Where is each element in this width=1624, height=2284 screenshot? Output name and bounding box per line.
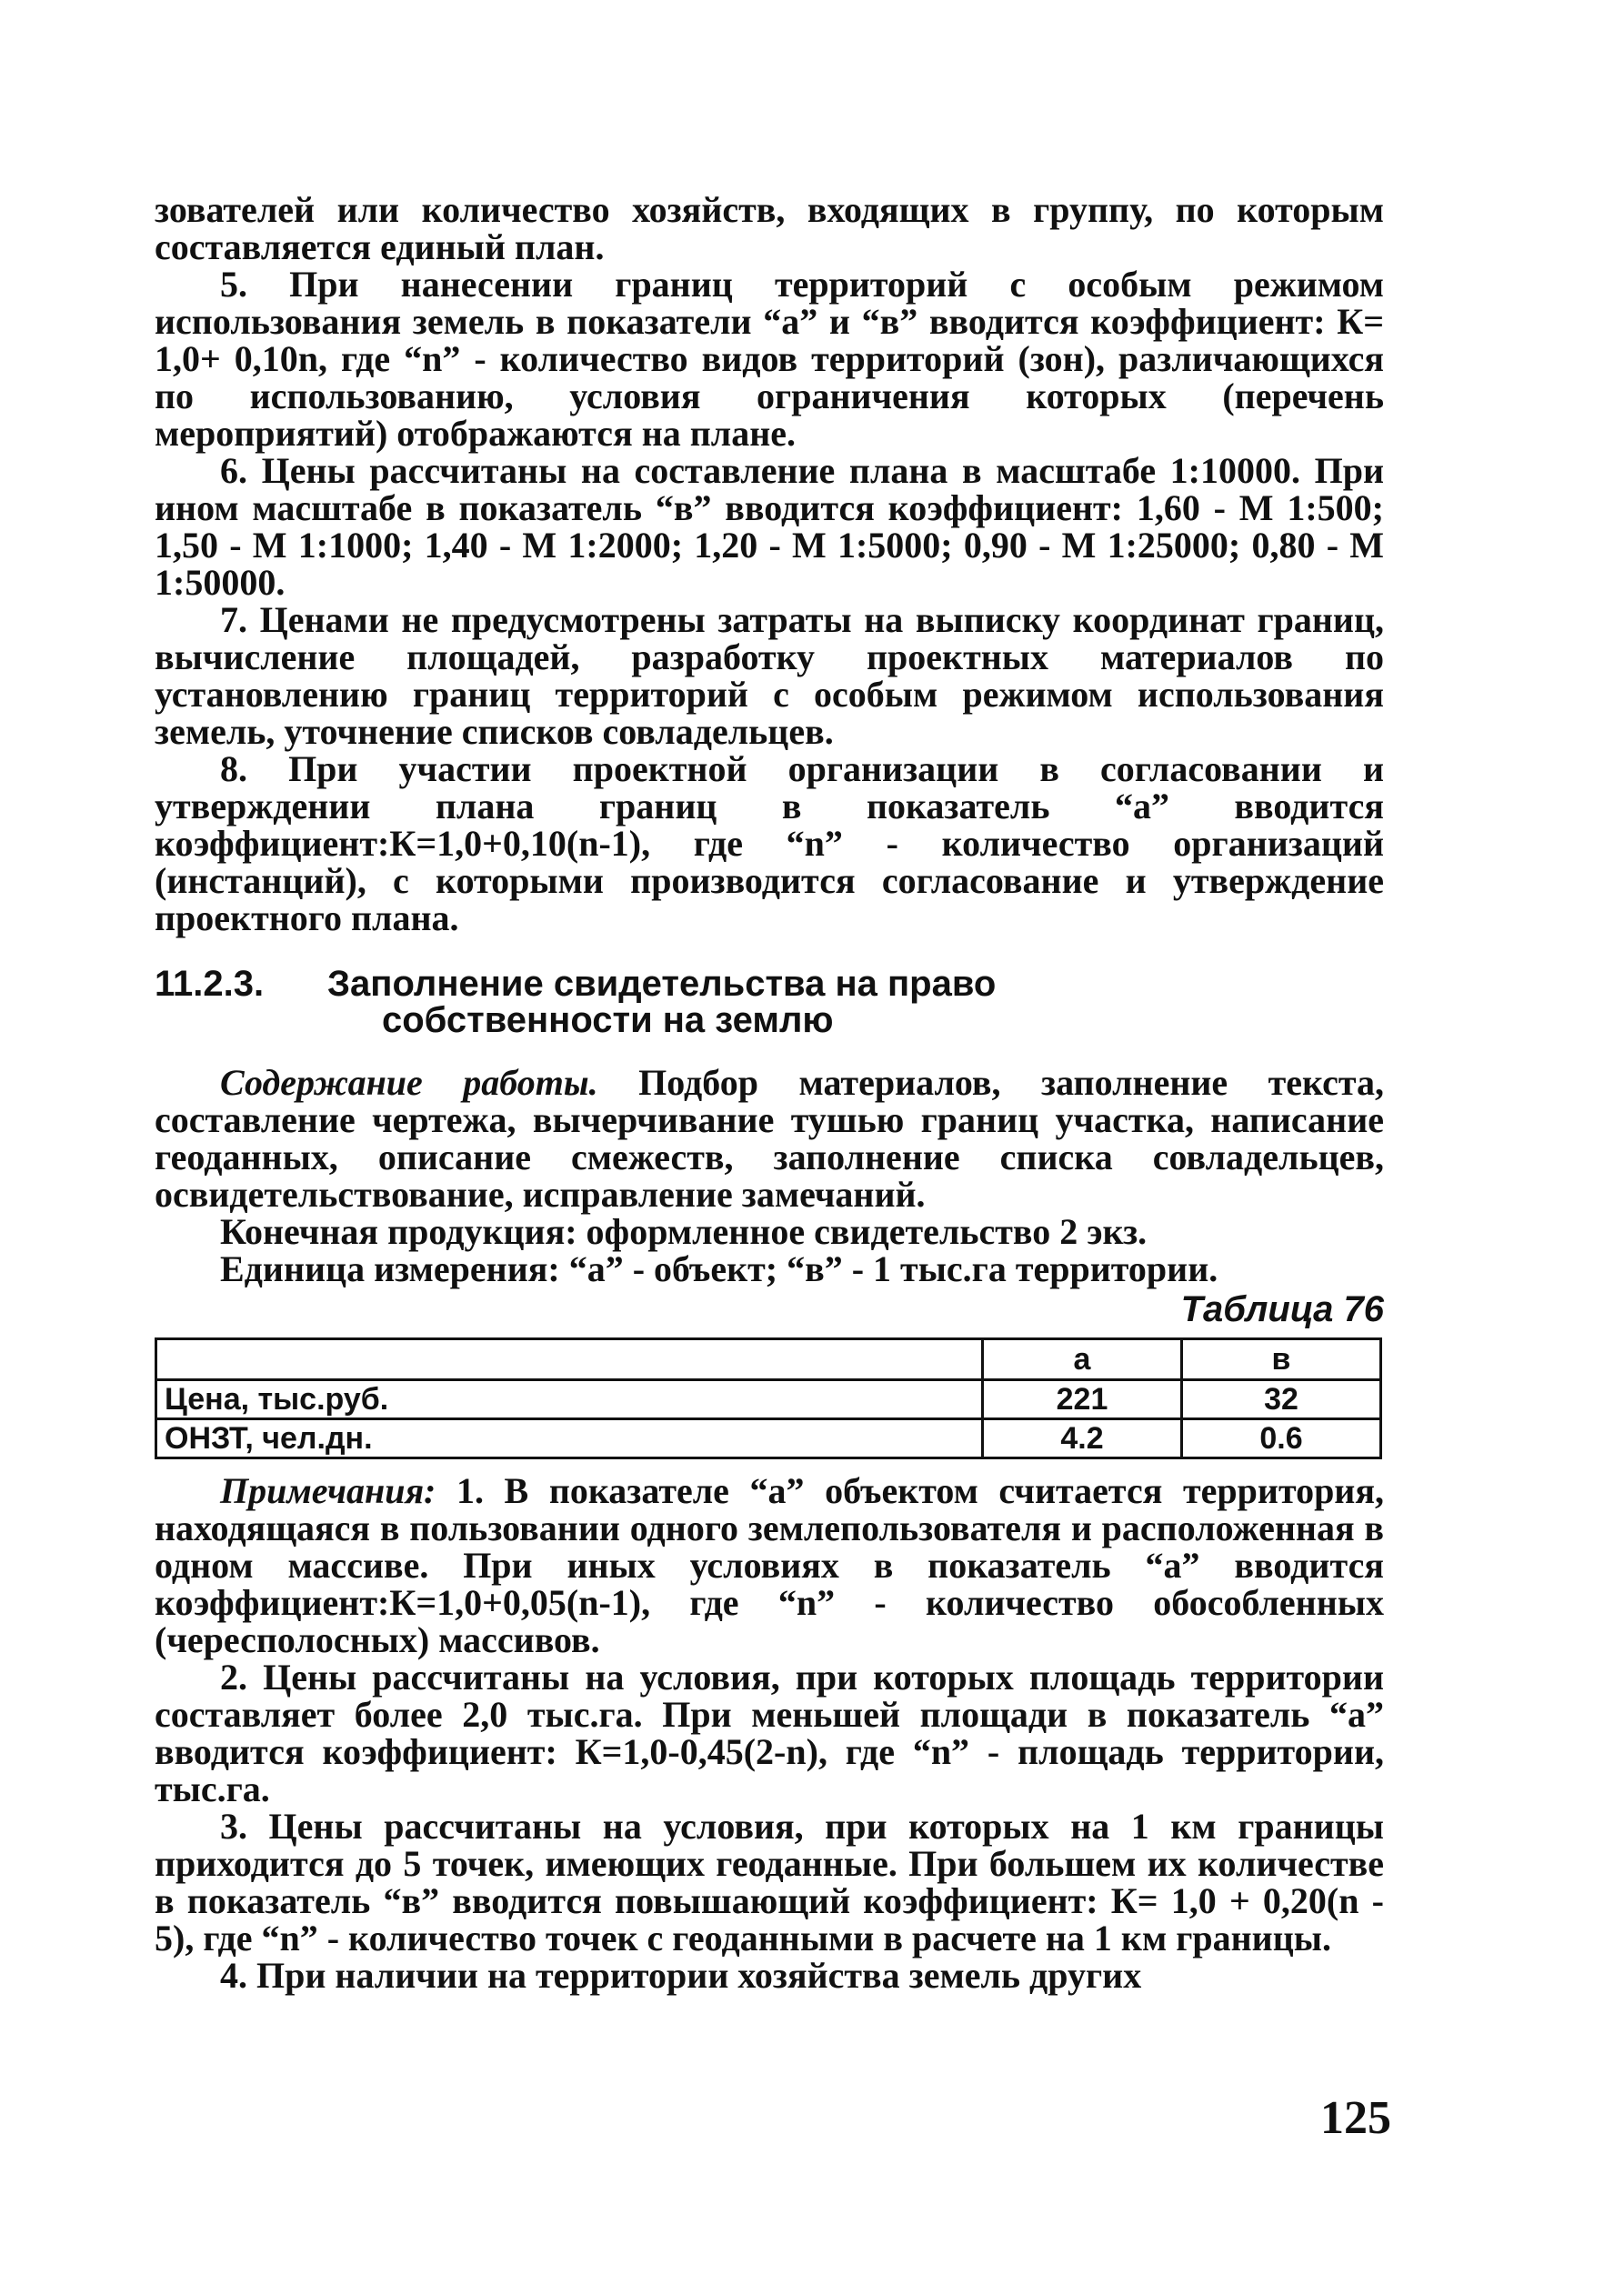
table-cell: 32: [1182, 1380, 1381, 1419]
table-header-cell: в: [1182, 1339, 1381, 1380]
table-cell: ОНЗТ, чел.дн.: [156, 1419, 983, 1458]
paragraph-item-7: 7. Ценами не предусмотрены затраты на выписку координат границ, вычисление площадей, разработку проектных материалов по установлению границ территорий с особым режимом использования земель, уточнение списков совладельцев.: [155, 599, 1384, 752]
unit-paragraph: Единица измерения: “а” - объект; “в” - 1 тыс.га территории.: [220, 1248, 1218, 1289]
paragraph-item-5: 5. При нанесении границ территорий с особым режимом использования земель в показатели “а” и “в” вводится коэффициент: К= 1,0+ 0,10n, где “n” - количество видов территорий (зон), различающихся по использованию, условия ограничения которых (перечень мероприятий) отображаются на плане.: [155, 264, 1384, 454]
section-number: 11.2.3.: [155, 964, 265, 1004]
paragraph-item-6: 6. Цены рассчитаны на составление плана в масштабе 1:10000. При ином масштабе в показатель “в” вводится коэффициент: 1,60 - М 1:500; 1,50 - М 1:1000; 1,40 - М 1:2000; 1,20 - М 1:5000; 0,90 - М 1:25000; 0,80 - М 1:50000.: [155, 450, 1384, 603]
paragraph-item-8: 8. При участии проектной организации в согласовании и утверждении плана границ в показатель “а” вводится коэффициент:К=1,0+0,10(n-1), где “n” - количество организаций (инстанций), с которыми производится согласование и утверждение проектного плана.: [155, 748, 1384, 938]
table-cell: Цена, тыс.руб.: [156, 1380, 983, 1419]
paragraph-continuation: зователей или количество хозяйств, входящих в группу, по которым составляется единый план.: [155, 189, 1384, 267]
work-content-paragraph: [155, 1064, 1384, 1213]
table-header-row: [156, 1339, 1381, 1380]
table-cell: 221: [983, 1380, 1182, 1419]
table-caption: Таблица 76: [1180, 1289, 1384, 1329]
notes-paragraph-1: [155, 1472, 1384, 1658]
work-content-text: Подбор материалов, заполнение текста, составление чертежа, вычерчивание тушью границ участка, написание геоданных, описание смежеств, заполнение списка совладельцев, освидетельствование, исправление замечаний.: [155, 1062, 1385, 1215]
notes-label: Примечания:: [220, 1470, 436, 1511]
section-title-line1: Заполнение свидетельства на право: [327, 964, 997, 1004]
table-header-cell: [156, 1339, 983, 1380]
table-cell: 0.6: [1182, 1419, 1381, 1458]
final-product-paragraph: Конечная продукция: оформленное свидетельство 2 экз.: [220, 1211, 1148, 1252]
notes-paragraph-2: 2. Цены рассчитаны на условия, при которых площадь территории составляет более 2,0 тыс.га. При меньшей площади в показатель “а” вводится коэффициент: К=1,0-0,45(2-n), где “n” - площадь территории, тыс.га.: [155, 1657, 1384, 1809]
notes-text: 1. В показателе “а” объектом считается территория, находящаяся в пользовании одного землепользователя и расположенная в одном массиве. При иных условиях в показатель “а” вводится коэффициент:К=1,0+0,05(n-1), где “n” - количество обособленных (чересполосных) массивов.: [155, 1470, 1384, 1660]
price-table: [155, 1337, 1382, 1459]
table-row: [156, 1419, 1381, 1458]
table-cell: 4.2: [983, 1419, 1182, 1458]
notes-paragraph-3: 3. Цены рассчитаны на условия, при которых на 1 км границы приходится до 5 точек, имеющих геоданные. При большем их количестве в показатель “в” вводится повышающий коэффициент: К= 1,0 + 0,20(n - 5), где “n” - количество точек с геоданными в расчете на 1 км границы.: [155, 1806, 1384, 1958]
text-column: [155, 191, 1384, 1994]
table-header-cell: а: [983, 1339, 1182, 1380]
section-heading: [155, 966, 1384, 1038]
notes-paragraph-4: 4. При наличии на территории хозяйства земель других: [220, 1955, 1142, 1996]
page-number: 125: [1320, 2092, 1391, 2144]
work-content-label: Содержание работы.: [220, 1062, 598, 1103]
section-title-line2: собственности на землю: [382, 1000, 834, 1040]
table-row: [156, 1380, 1381, 1419]
